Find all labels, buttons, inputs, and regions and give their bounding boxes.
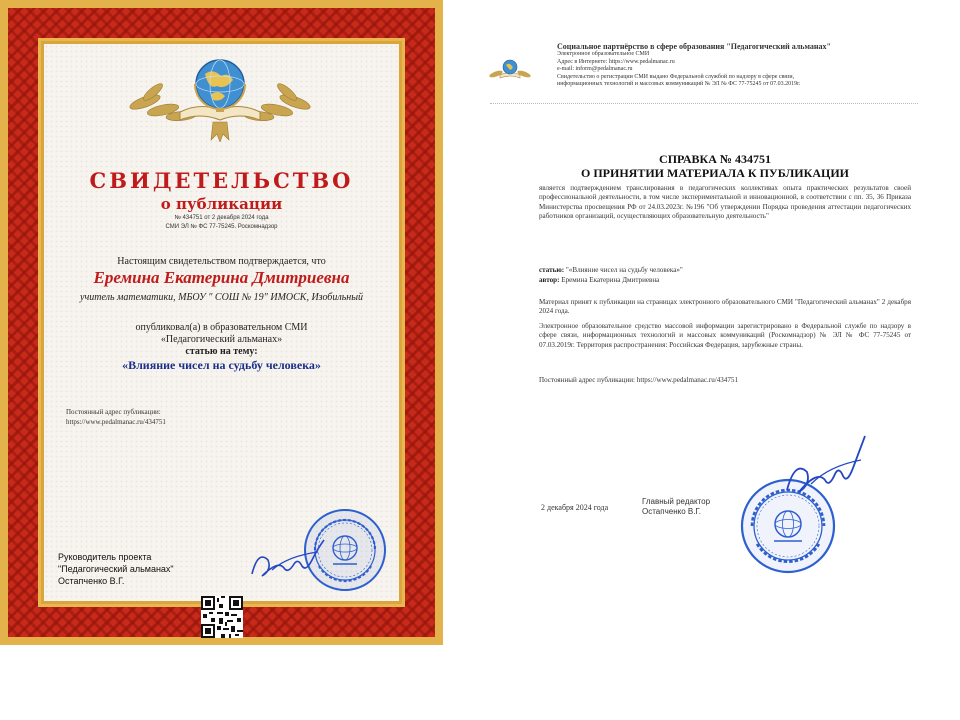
reference-date: 2 декабря 2024 года xyxy=(541,503,609,512)
registered-paragraph: Электронное образовательное средство массовой информации зарегистрировано в Федеральной службе по надзору в сфере связи, информационных технологий и массовых коммуникаций (Роскомнадзор) № ЭЛ № ФС 77-75245 от 07.03.2019г. Территория распространения: Российская Федерация, зарубежные страны. xyxy=(539,322,911,349)
header-divider xyxy=(490,103,918,104)
permanent-address-label: Постоянный адрес публикации: xyxy=(66,408,161,416)
author-value: Еремина Екатерина Дмитриевна xyxy=(561,276,660,284)
reference-title: СПРАВКА № 434751 xyxy=(659,152,771,166)
signer-role: Руководитель проекта xyxy=(58,552,152,562)
article-value: "«Влияние чисел на судьбу человека»" xyxy=(565,266,683,274)
editor-role: Главный редактор xyxy=(642,497,711,506)
header-line: Свидетельство о регистрации СМИ выдано Федеральной службой по надзору в сфере связи, xyxy=(557,73,795,80)
author-line xyxy=(539,276,911,285)
certificate-title: СВИДЕТЕЛЬСТВО xyxy=(89,168,354,193)
media-name: «Педагогический альманах» xyxy=(160,334,283,345)
accepted-paragraph: Материал принят к публикации на страницах электронного образовательного СМИ "Педагогический альманах" 2 декабря 2024 года. xyxy=(539,298,911,316)
publication-certificate xyxy=(0,0,443,645)
published-line: опубликовал(а) в образовательном СМИ xyxy=(135,322,308,333)
reference-header xyxy=(557,42,831,89)
header-line: Адрес в Интернете: https://www.pedalmanac.ru xyxy=(557,58,675,65)
address-paragraph: Постоянный адрес публикации: https://www.pedalmanac.ru/434751 xyxy=(539,376,738,384)
permanent-address xyxy=(66,407,166,427)
header-line: Электронное образовательное СМИ xyxy=(557,51,650,57)
header-line: e-mail: inform@pedalmanac.ru xyxy=(557,66,633,73)
permanent-address-url: https://www.pedalmanac.ru/434751 xyxy=(66,418,166,426)
topic-intro: статью на тему: xyxy=(185,346,258,357)
certificate-registry: СМИ ЭЛ № ФС 77-75245. Роскомнадзор xyxy=(165,224,278,230)
certificate-subtitle: о публикации xyxy=(160,195,283,213)
certificate-intro: Настоящим свидетельством подтверждается, что xyxy=(117,256,326,267)
globe-book-emblem-icon xyxy=(125,50,315,142)
qr-code-icon[interactable] xyxy=(201,596,243,638)
signer-name: Остапченко В.Г. xyxy=(58,576,125,586)
author-role: учитель математики, МБОУ " СОШ № 19" ИМОСК, Изобильный xyxy=(80,292,363,303)
signature-icon xyxy=(248,530,328,586)
signature-icon xyxy=(783,430,868,505)
article-label: статью: xyxy=(539,266,565,274)
header-line: информационных технологий и массовых коммуникаций № ЭЛ № ФС 77-75245 от 07.03.2019г. xyxy=(557,81,801,88)
header-org: Социальное партнёрство в сфере образования "Педагогический альманах" xyxy=(557,42,831,51)
editor-block xyxy=(642,497,710,517)
author-name: Еремина Екатерина Дмитриевна xyxy=(93,268,350,287)
publication-reference xyxy=(470,0,960,720)
intro-paragraph: является подтверждением транслирования в педагогических коллективах опыта практических результатов своей профессиональной деятельности, в том числе экспериментальной и инновационной, в соответствии с пп. 35, 36 Приказа Министерства просвещения РФ от 24.03.2023г. №196 "Об утверждении Порядка проведения аттестации педагогических работников организаций, осуществляющих образовательную деятельность" xyxy=(539,184,911,220)
editor-name: Остапченко В.Г. xyxy=(642,507,702,516)
signer-org: "Педагогический альманах" xyxy=(58,564,174,574)
article-line xyxy=(539,266,911,275)
author-label: автор: xyxy=(539,276,560,284)
globe-logo-icon xyxy=(488,58,532,82)
signer-block xyxy=(58,551,174,587)
certificate-number: № 434751 от 2 декабря 2024 года xyxy=(174,215,269,221)
reference-subtitle: О ПРИНЯТИИ МАТЕРИАЛА К ПУБЛИКАЦИИ xyxy=(580,166,849,180)
article-topic: «Влияние чисел на судьбу человека» xyxy=(122,358,321,372)
